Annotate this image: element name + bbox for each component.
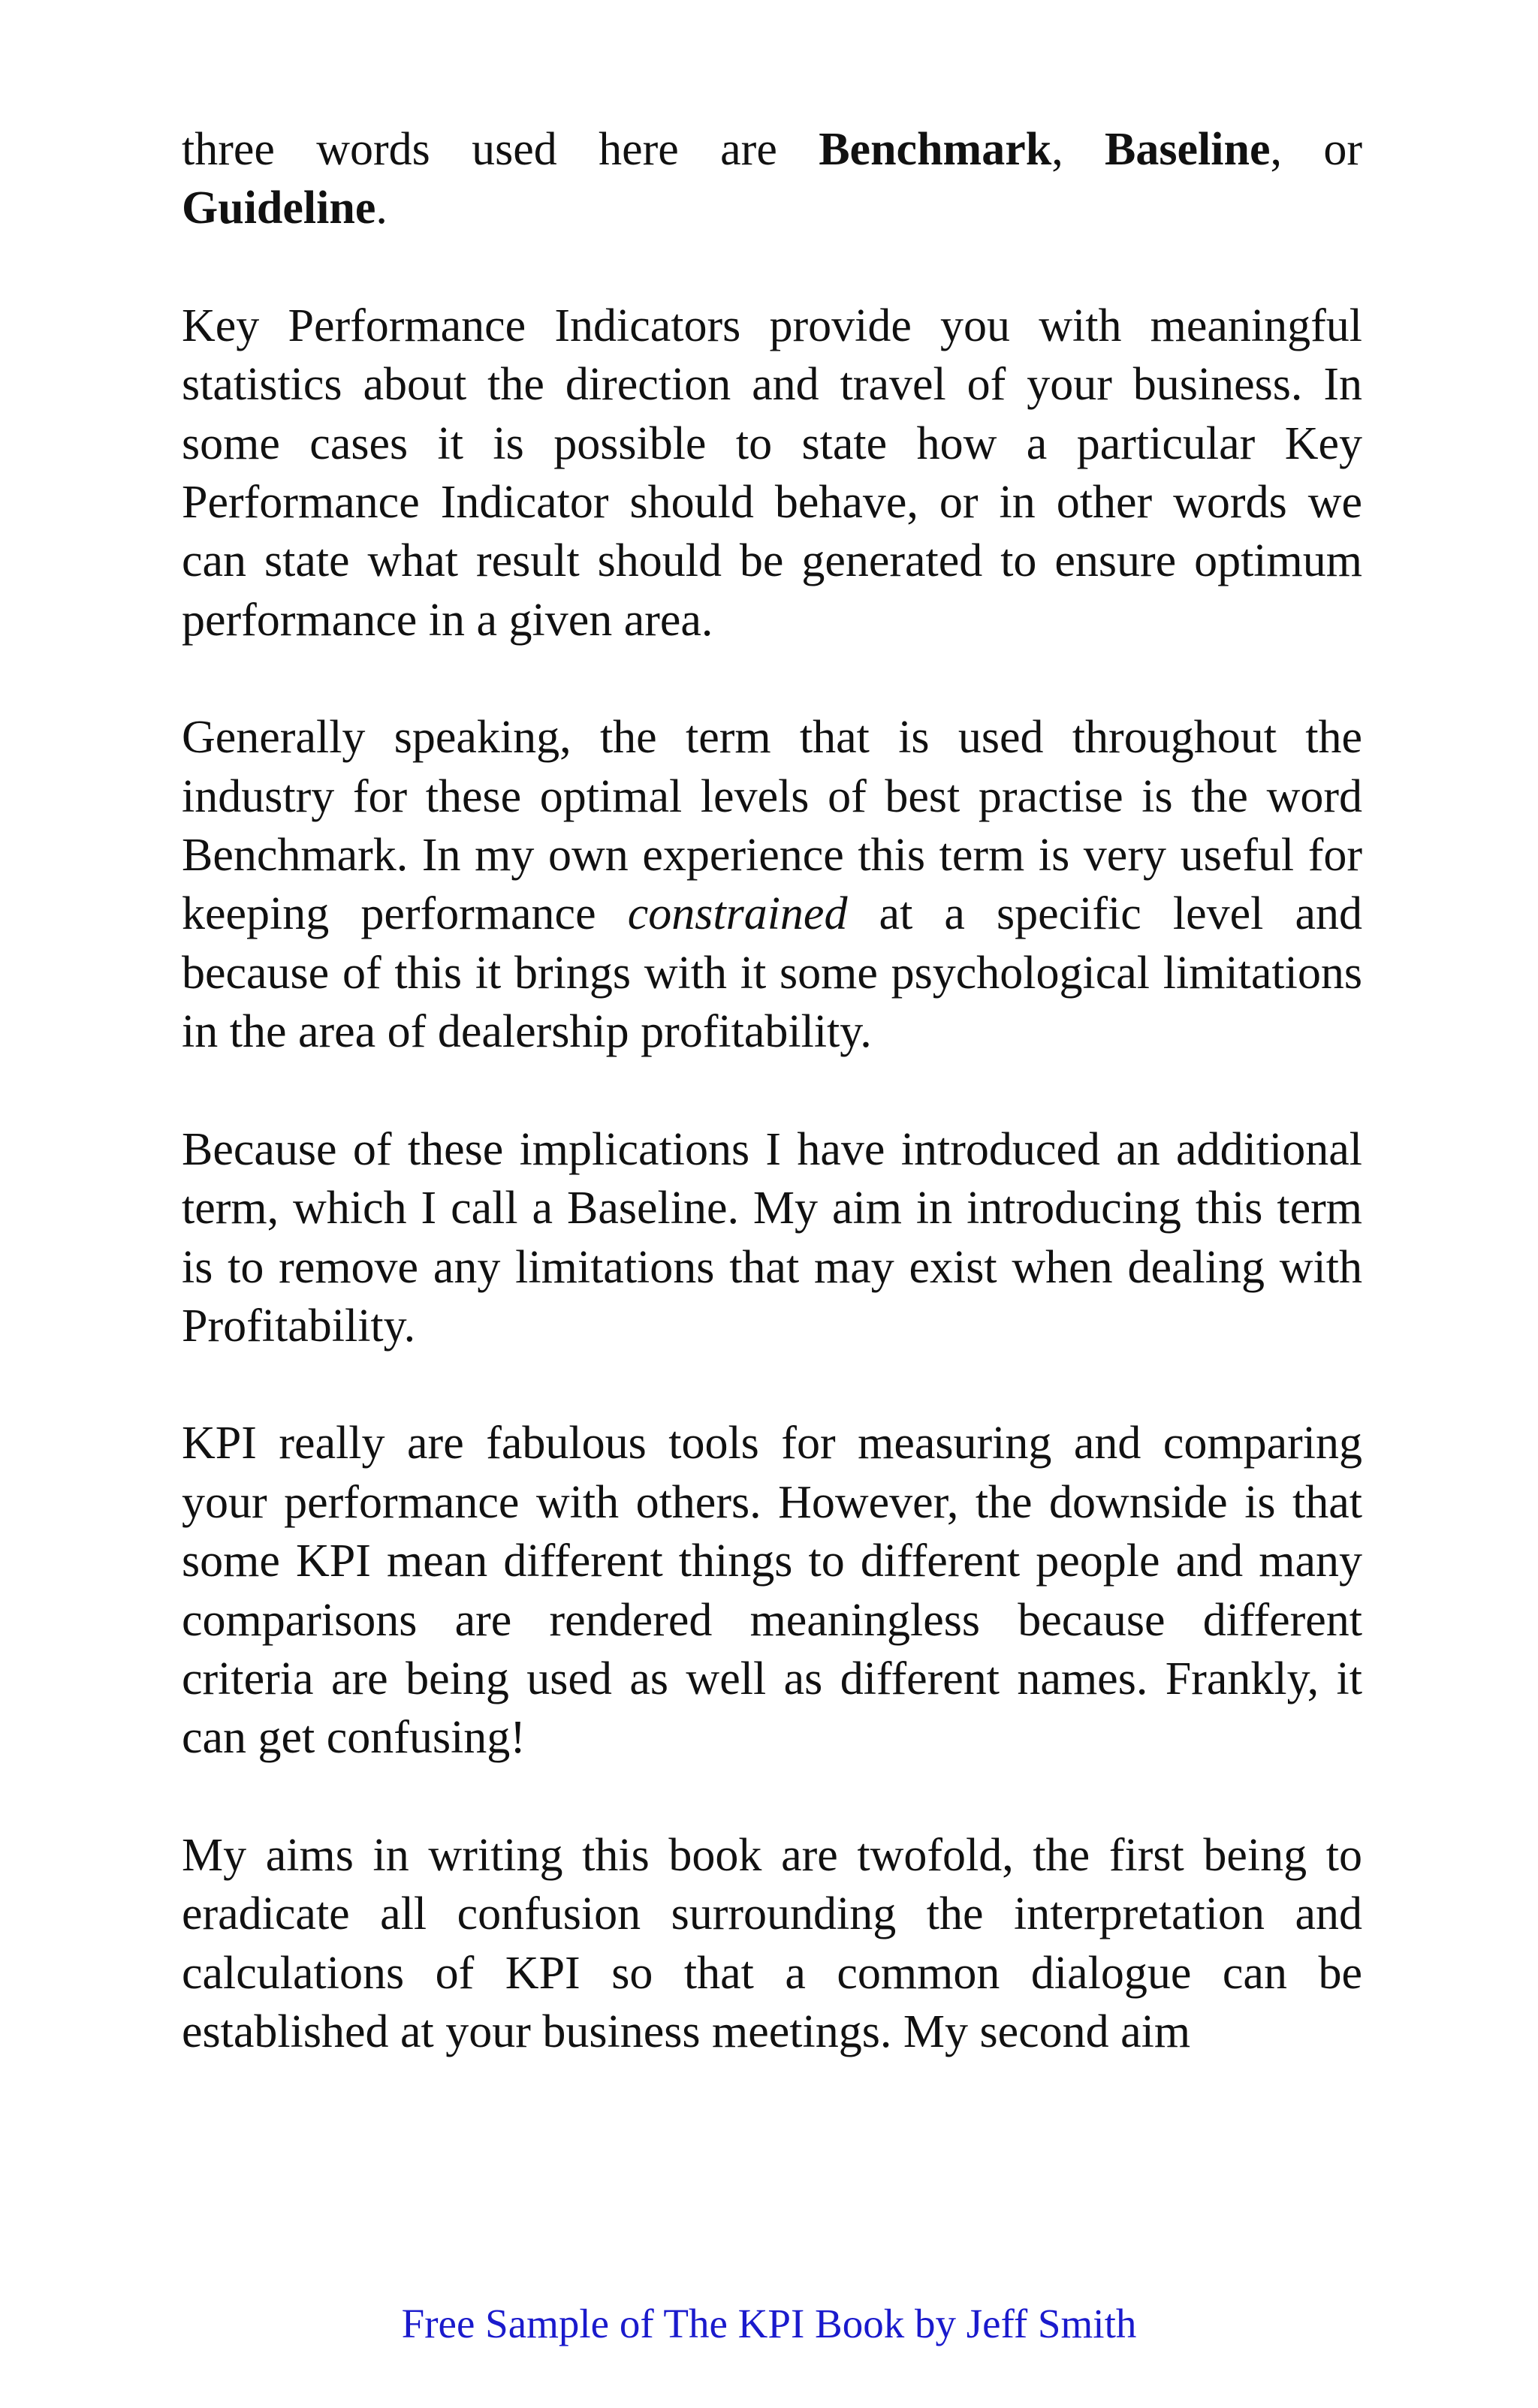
page-body [182, 120, 1362, 2061]
term-benchmark: Benchmark [819, 124, 1052, 175]
paragraph-3 [182, 708, 1362, 1061]
paragraph-1-text-c: , or [1270, 124, 1362, 175]
paragraph-1-text-b: , [1051, 124, 1105, 175]
paragraph-1 [182, 120, 1362, 238]
term-guideline: Guideline [182, 182, 376, 234]
paragraph-3-text-b: at a specific level and because of this it brings with it some psychological limitations in the area of dealership profitability. [182, 888, 1362, 1058]
paragraph-3-text-a: Generally speaking, the term that is used throughout the industry for these optimal levels of best practise is the word Benchmark. In my own experience this term is very useful for keeping performance [182, 712, 1362, 940]
paragraph-4: Because of these implications I have introduced an additional term, which I call a Baseline. My aim in introducing this term is to remove any limitations that may exist when dealing with Profitability. [182, 1123, 1362, 1352]
paragraph-2: Key Performance Indicators provide you with meaningful statistics about the direction and travel of your business. In some cases it is possible to state how a particular Key Performance Indicator should behave, or in other words we can state what result should be generated to ensure optimum performance in a given area. [182, 300, 1362, 646]
paragraph-5: KPI really are fabulous tools for measuring and comparing your performance with others. However, the downside is that some KPI mean different things to different people and many comparisons are rendered meaningless because different criteria are being used as well as different names. Frankly, it can get confusing! [182, 1418, 1362, 1764]
page-footer: Free Sample of The KPI Book by Jeff Smith [401, 2301, 1137, 2346]
paragraph-1-text-d: . [375, 182, 388, 234]
term-baseline: Baseline [1105, 124, 1271, 175]
paragraph-6: My aims in writing this book are twofold, the first being to eradicate all confusion surrounding the interpretation and calculations of KPI so that a common dialogue can be established at your business meetings. My second aim [182, 1829, 1362, 2057]
emphasis-constrained: constrained [627, 888, 848, 940]
paragraph-1-text-a: three words used here are [182, 124, 819, 175]
